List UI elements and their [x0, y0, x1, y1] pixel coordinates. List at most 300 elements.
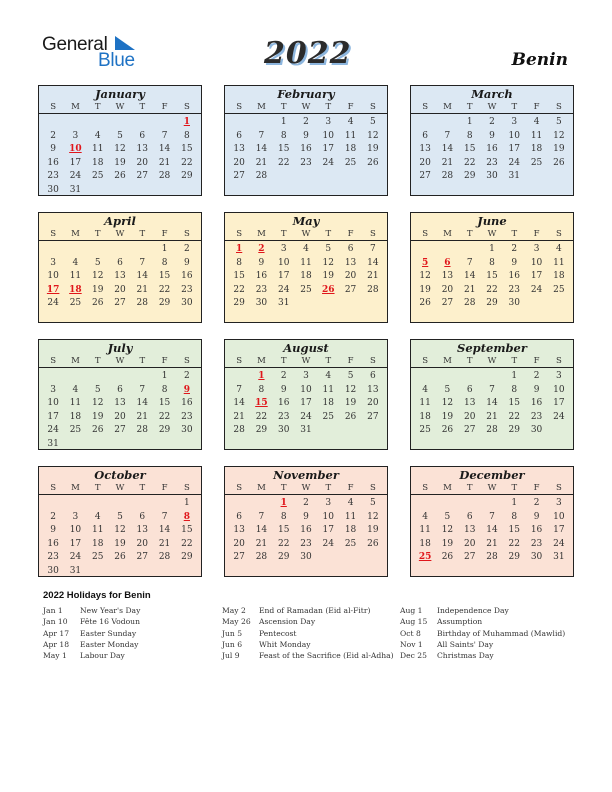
day-cell: 6: [347, 244, 354, 254]
day-cell: 24: [322, 157, 334, 168]
month-october: [38, 466, 202, 577]
day-cell: 31: [69, 184, 82, 195]
day-cell: 25: [419, 425, 431, 436]
weekday-label: T: [466, 229, 473, 239]
day-cell: 14: [441, 144, 454, 155]
day-cell: 30: [47, 565, 59, 576]
day-cell: 9: [533, 384, 540, 395]
weekday-label: M: [257, 356, 266, 366]
day-cell: 9: [258, 257, 265, 268]
empty-cell: [228, 497, 250, 511]
weekday-label: W: [487, 229, 497, 239]
month-name: January: [95, 87, 145, 101]
day-cell: 3: [555, 498, 562, 508]
day-cell: 16: [255, 271, 268, 282]
day-cell: 13: [367, 384, 379, 395]
day-cell: 18: [419, 411, 431, 422]
weekday-label: W: [487, 102, 497, 112]
day-cell: 6: [422, 130, 428, 141]
day-cell: 29: [508, 425, 520, 436]
empty-cell: [414, 497, 436, 511]
holiday-day-cell: 25: [418, 552, 432, 563]
day-cell: 16: [181, 271, 193, 282]
weekday-label: W: [487, 356, 497, 366]
day-cell: 19: [114, 538, 126, 549]
day-cell: 20: [233, 538, 245, 549]
day-cell: 8: [161, 384, 168, 395]
empty-cell: [42, 243, 64, 257]
empty-cell: [109, 116, 131, 130]
day-cell: 30: [486, 171, 498, 182]
day-cell: 16: [530, 525, 543, 536]
day-cell: 19: [344, 398, 357, 409]
day-cell: 10: [47, 271, 59, 282]
day-cell: 22: [181, 538, 193, 549]
holiday-row: [222, 616, 394, 627]
day-cell: 10: [322, 511, 334, 522]
empty-cell: [42, 370, 64, 384]
day-cell: 4: [94, 511, 101, 522]
holiday-day-cell: 1: [183, 117, 190, 127]
weekday-label: S: [183, 102, 190, 112]
day-cell: 22: [255, 411, 268, 422]
day-cell: 22: [508, 538, 520, 549]
empty-cell: [414, 370, 436, 384]
day-cell: 27: [463, 552, 476, 563]
weekday-label: S: [555, 229, 562, 239]
logo-text-general: General: [42, 34, 108, 55]
day-cell: 13: [344, 257, 357, 268]
month-may: [224, 212, 388, 323]
day-cell: 28: [136, 425, 148, 436]
day-cell: 4: [422, 384, 428, 395]
day-cell: 13: [233, 525, 245, 536]
day-cell: 8: [236, 257, 242, 268]
day-cell: 7: [466, 257, 473, 268]
day-cell: 15: [463, 144, 476, 155]
day-cell: 22: [158, 284, 171, 295]
day-cell: 4: [422, 511, 428, 522]
holiday-column: [400, 605, 565, 661]
holiday-date: May 26: [222, 617, 251, 627]
day-cell: 20: [441, 284, 454, 295]
day-cell: 23: [181, 284, 193, 295]
weekday-label: S: [555, 356, 562, 366]
empty-cell: [64, 243, 86, 257]
weekday-label: S: [236, 229, 243, 239]
day-cell: 30: [300, 552, 312, 563]
weekday-label: S: [369, 356, 376, 366]
day-cell: 16: [508, 271, 520, 282]
day-cell: 19: [322, 271, 334, 282]
day-cell: 14: [136, 398, 148, 409]
day-cell: 22: [463, 157, 476, 168]
day-cell: 12: [441, 525, 454, 536]
day-cell: 20: [463, 411, 476, 422]
weekday-label: T: [94, 102, 101, 112]
day-cell: 7: [139, 257, 146, 268]
month-august: [224, 339, 388, 450]
day-cell: 1: [466, 117, 473, 127]
day-cell: 16: [181, 398, 193, 409]
weekday-label: F: [161, 102, 168, 112]
holiday-column: [222, 605, 394, 661]
day-cell: 2: [533, 498, 540, 508]
holiday-day-cell: 1: [280, 498, 287, 508]
day-cell: 8: [280, 130, 287, 141]
weekday-label: F: [347, 229, 354, 239]
month-name: November: [273, 468, 339, 482]
day-cell: 21: [158, 538, 171, 549]
day-cell: 17: [47, 411, 59, 422]
empty-cell: [153, 116, 175, 130]
holiday-date: Aug 1: [400, 606, 423, 615]
day-cell: 8: [280, 511, 287, 522]
holidays-title: 2022 Holidays for Benin: [43, 590, 151, 601]
day-cell: 25: [91, 171, 104, 182]
day-cell: 11: [344, 130, 357, 141]
weekday-label: F: [533, 229, 540, 239]
day-cell: 18: [419, 538, 431, 549]
day-cell: 27: [419, 171, 431, 182]
day-cell: 17: [553, 525, 565, 536]
day-cell: 9: [183, 257, 190, 268]
day-cell: 17: [508, 144, 520, 155]
weekday-label: S: [50, 102, 57, 112]
day-cell: 10: [322, 130, 334, 141]
day-cell: 3: [325, 498, 332, 508]
day-cell: 17: [322, 525, 334, 536]
holiday-name: Ascension Day: [259, 617, 316, 627]
day-cell: 17: [300, 398, 312, 409]
day-cell: 6: [369, 371, 376, 381]
day-cell: 5: [117, 130, 123, 141]
month-name: February: [277, 87, 335, 101]
day-cell: 20: [136, 538, 148, 549]
day-cell: 16: [530, 398, 543, 409]
day-cell: 29: [463, 171, 476, 182]
empty-cell: [459, 370, 481, 384]
day-cell: 23: [277, 411, 290, 422]
day-cell: 14: [136, 271, 148, 282]
weekday-label: W: [115, 483, 125, 493]
holiday-name: Feast of the Sacrifice (Eid al-Adha): [259, 651, 394, 661]
generalblue-logo: [42, 34, 152, 74]
day-cell: 18: [91, 538, 104, 549]
weekday-header: [411, 228, 573, 241]
day-cell: 18: [91, 157, 104, 168]
day-cell: 23: [530, 538, 543, 549]
holiday-name: Birthday of Muhammad (Mawlid): [437, 628, 566, 638]
day-cell: 27: [367, 411, 379, 422]
weekday-label: T: [280, 102, 287, 112]
holiday-date: Aug 15: [400, 617, 428, 627]
day-cell: 28: [255, 171, 268, 182]
day-cell: 29: [181, 552, 193, 563]
day-cell: 21: [255, 538, 268, 549]
weekday-header: [39, 482, 201, 495]
day-cell: 18: [553, 271, 565, 282]
weekday-label: T: [94, 356, 101, 366]
day-cell: 31: [69, 565, 82, 576]
year-title: 2022: [264, 36, 352, 71]
logo-text-blue: Blue: [98, 50, 135, 71]
month-november: [224, 466, 388, 577]
empty-cell: [459, 497, 481, 511]
day-cell: 11: [530, 130, 543, 141]
day-cell: 29: [486, 298, 498, 309]
day-cell: 20: [463, 538, 476, 549]
weekday-label: T: [139, 102, 146, 112]
day-cell: 11: [91, 525, 104, 536]
day-grid: [411, 114, 573, 184]
day-cell: 17: [553, 398, 565, 409]
weekday-label: T: [94, 229, 101, 239]
weekday-label: W: [115, 356, 125, 366]
day-cell: 20: [114, 411, 126, 422]
day-cell: 13: [136, 525, 148, 536]
day-cell: 10: [530, 257, 543, 268]
day-cell: 15: [508, 398, 520, 409]
day-cell: 2: [303, 117, 309, 127]
month-name: September: [457, 341, 527, 355]
empty-cell: [131, 370, 153, 384]
day-cell: 29: [508, 552, 520, 563]
day-cell: 3: [511, 117, 518, 127]
day-cell: 22: [508, 411, 520, 422]
day-cell: 8: [161, 257, 168, 268]
day-cell: 30: [530, 425, 543, 436]
month-december: [410, 466, 574, 577]
holiday-day-cell: 8: [183, 511, 190, 522]
day-cell: 2: [303, 498, 309, 508]
holiday-date: Jun 6: [222, 639, 243, 649]
day-cell: 13: [463, 398, 476, 409]
day-cell: 21: [441, 157, 454, 168]
day-cell: 11: [553, 257, 565, 268]
holiday-day-cell: 6: [444, 257, 451, 268]
day-cell: 10: [300, 384, 312, 395]
empty-cell: [109, 497, 131, 511]
day-cell: 9: [489, 130, 495, 141]
holiday-row: [43, 605, 140, 616]
day-cell: 28: [486, 425, 498, 436]
day-grid: [225, 368, 387, 438]
weekday-label: T: [94, 483, 101, 493]
holiday-name: New Year's Day: [80, 606, 141, 615]
day-cell: 20: [114, 284, 126, 295]
day-cell: 1: [489, 244, 495, 254]
day-cell: 24: [277, 284, 290, 295]
month-name: May: [292, 214, 320, 228]
day-cell: 2: [50, 511, 56, 522]
day-cell: 25: [553, 284, 565, 295]
day-cell: 23: [300, 157, 312, 168]
weekday-label: T: [139, 483, 146, 493]
logo-triangle-icon: [115, 36, 135, 50]
day-cell: 28: [367, 284, 379, 295]
day-cell: 12: [419, 271, 431, 282]
day-cell: 11: [300, 257, 312, 268]
weekday-header: [225, 101, 387, 114]
holiday-name: All Saints' Day: [437, 639, 494, 649]
day-cell: 25: [322, 411, 334, 422]
day-cell: 23: [530, 411, 543, 422]
day-cell: 5: [444, 384, 451, 395]
holiday-day-cell: 2: [258, 244, 265, 254]
day-cell: 27: [441, 298, 454, 309]
holiday-column: [43, 605, 140, 661]
empty-cell: [153, 497, 175, 511]
day-cell: 19: [441, 538, 454, 549]
day-cell: 22: [181, 157, 193, 168]
empty-cell: [250, 497, 272, 511]
day-cell: 17: [530, 271, 543, 282]
day-cell: 20: [136, 157, 148, 168]
day-cell: 18: [344, 525, 357, 536]
day-cell: 12: [553, 130, 565, 141]
weekday-label: S: [50, 483, 57, 493]
day-cell: 31: [277, 298, 290, 309]
weekday-label: T: [139, 229, 146, 239]
day-cell: 24: [300, 411, 312, 422]
day-grid: [39, 241, 201, 311]
day-cell: 17: [69, 538, 82, 549]
day-cell: 25: [530, 157, 543, 168]
weekday-header: [225, 482, 387, 495]
month-name: October: [94, 468, 146, 482]
empty-cell: [436, 370, 458, 384]
day-cell: 7: [489, 384, 495, 395]
day-cell: 14: [255, 144, 268, 155]
empty-cell: [87, 497, 109, 511]
weekday-label: T: [466, 483, 473, 493]
day-cell: 6: [466, 384, 473, 395]
day-cell: 5: [347, 371, 354, 381]
day-cell: 4: [325, 371, 332, 381]
day-cell: 28: [255, 552, 268, 563]
holiday-date: Jul 9: [222, 651, 240, 661]
day-cell: 3: [533, 244, 540, 254]
day-cell: 15: [277, 144, 290, 155]
day-cell: 12: [114, 525, 126, 536]
day-cell: 21: [486, 411, 498, 422]
day-cell: 8: [466, 130, 473, 141]
weekday-label: M: [443, 102, 452, 112]
day-cell: 26: [419, 298, 431, 309]
day-cell: 1: [161, 371, 168, 381]
day-cell: 30: [530, 552, 543, 563]
day-cell: 30: [277, 425, 290, 436]
weekday-label: M: [257, 229, 266, 239]
weekday-label: F: [533, 483, 540, 493]
day-cell: 24: [69, 552, 82, 563]
month-name: April: [104, 214, 136, 228]
day-cell: 21: [255, 157, 268, 168]
day-cell: 9: [303, 511, 309, 522]
weekday-label: S: [422, 356, 429, 366]
day-cell: 7: [489, 511, 495, 522]
day-cell: 11: [69, 398, 82, 409]
holiday-row: [400, 639, 565, 650]
empty-cell: [481, 497, 503, 511]
holiday-row: [43, 650, 140, 661]
day-cell: 12: [367, 511, 379, 522]
day-grid: [39, 368, 201, 452]
holiday-row: [400, 616, 565, 627]
holiday-day-cell: 26: [322, 284, 335, 295]
day-cell: 21: [136, 284, 148, 295]
weekday-label: S: [369, 229, 376, 239]
day-cell: 26: [114, 171, 126, 182]
day-cell: 3: [50, 384, 56, 395]
day-cell: 19: [91, 284, 104, 295]
month-july: [38, 339, 202, 450]
day-cell: 23: [47, 552, 59, 563]
month-june: [410, 212, 574, 323]
day-cell: 16: [300, 144, 312, 155]
weekday-label: S: [236, 483, 243, 493]
weekday-label: W: [301, 102, 311, 112]
day-cell: 28: [158, 552, 171, 563]
day-cell: 4: [555, 244, 562, 254]
empty-cell: [459, 243, 481, 257]
month-name: July: [107, 341, 133, 355]
day-cell: 22: [277, 157, 290, 168]
day-cell: 26: [91, 425, 104, 436]
day-cell: 18: [530, 144, 543, 155]
weekday-label: S: [236, 102, 243, 112]
day-cell: 30: [255, 298, 268, 309]
day-cell: 11: [419, 525, 431, 536]
month-name: December: [459, 468, 525, 482]
day-cell: 4: [72, 257, 79, 268]
day-cell: 30: [508, 298, 520, 309]
day-cell: 9: [533, 511, 540, 522]
holiday-row: [222, 628, 394, 639]
empty-cell: [87, 116, 109, 130]
weekday-label: T: [511, 356, 518, 366]
day-cell: 15: [181, 144, 193, 155]
day-cell: 4: [347, 117, 354, 127]
weekday-header: [225, 228, 387, 241]
holiday-date: May 1: [43, 651, 67, 661]
day-cell: 14: [463, 271, 476, 282]
day-cell: 14: [233, 398, 245, 409]
day-cell: 29: [181, 171, 193, 182]
holiday-row: [43, 628, 140, 639]
day-cell: 11: [419, 398, 431, 409]
holiday-date: Dec 25: [400, 651, 427, 661]
day-cell: 18: [344, 144, 357, 155]
weekday-label: T: [466, 102, 473, 112]
day-cell: 2: [183, 244, 190, 254]
weekday-label: T: [466, 356, 473, 366]
holiday-day-cell: 1: [236, 244, 243, 254]
day-cell: 19: [91, 411, 104, 422]
day-cell: 7: [139, 384, 146, 395]
weekday-label: S: [422, 229, 429, 239]
day-cell: 29: [255, 425, 268, 436]
day-cell: 30: [181, 298, 193, 309]
weekday-label: W: [301, 356, 311, 366]
day-cell: 1: [161, 244, 168, 254]
day-cell: 6: [117, 257, 123, 268]
weekday-label: M: [443, 229, 452, 239]
day-cell: 5: [444, 511, 451, 522]
day-cell: 8: [183, 130, 190, 141]
weekday-label: T: [325, 229, 332, 239]
